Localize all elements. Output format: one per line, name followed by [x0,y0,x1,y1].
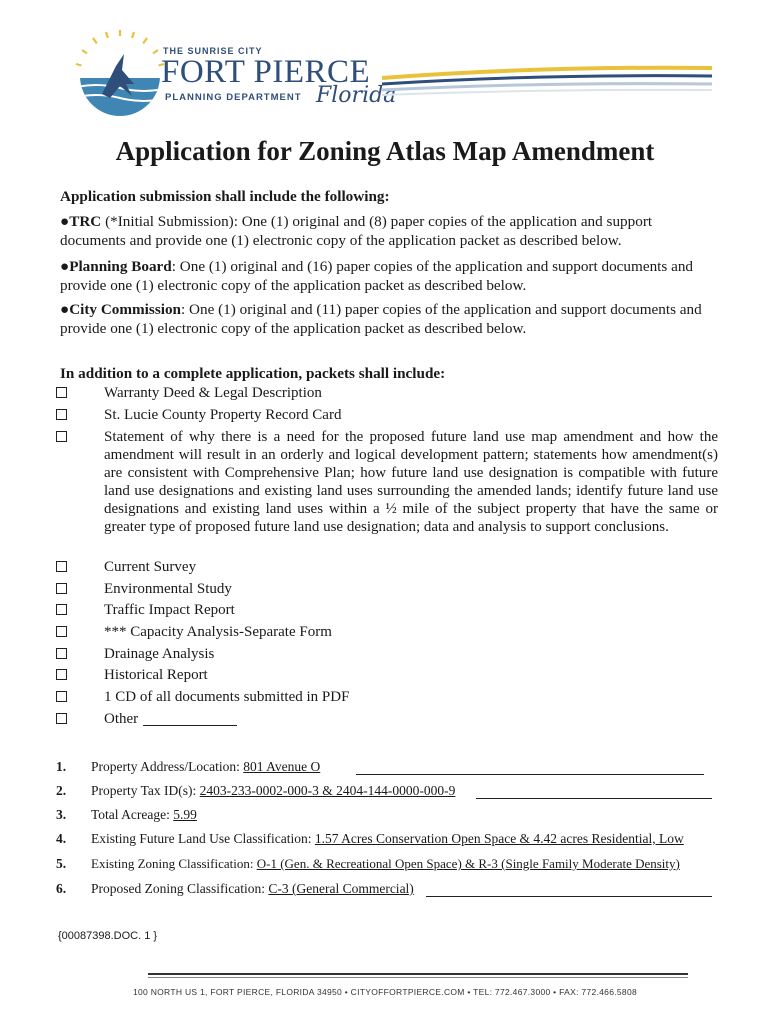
page-title: Application for Zoning Atlas Map Amendment [115,136,655,166]
field-label: Existing Zoning Classification: O-1 (Gen. & Recreational Open Space) & R-3 (Single Family Moderate Density) [91,856,680,871]
submission-text: : One (1) original and (16) paper copies of the application and support documents and provide one (1) electronic copy of the application packet as described below. [60,258,694,294]
field-value[interactable]: 801 Avenue O [243,759,321,774]
submission-planning-board [60,257,720,295]
footer-divider-thin [148,977,688,978]
checkbox[interactable] [56,691,67,702]
checklist-label: Current Survey [104,559,197,575]
checklist-label: St. Lucie County Property Record Card [104,407,342,423]
header-stripes [382,64,712,104]
bullet: ● [60,301,70,318]
submission-label: City Commission [69,301,181,318]
footer-contact: 100 NORTH US 1, FORT PIERCE, FLORIDA 34950 • CITYOFFORTPIERCE.COM • TEL: 772.467.3000 • FAX: 772.466.5808 [132,987,638,997]
footer-divider [148,973,688,975]
field-value[interactable]: C-3 (General Commercial) [268,881,414,896]
department-name: PLANNING DEPARTMENT [165,92,302,103]
checkbox[interactable] [56,583,67,594]
checkbox[interactable] [56,561,67,572]
field-number: 5. [56,856,67,871]
field-underline [476,798,712,799]
field-number: 4. [56,831,67,846]
field-label: Property Tax ID(s): 2403-233-0002-000-3 & 2404-144-0000-000-9 [91,783,456,798]
bullet: ● [60,213,70,230]
checklist-label: *** Capacity Analysis-Separate Form [104,624,332,640]
checkbox[interactable] [56,648,67,659]
document-reference: {00087398.DOC. 1 } [58,930,158,942]
field-number: 2. [56,783,67,798]
checklist-label: Historical Report [104,667,208,683]
checklist-label: Warranty Deed & Legal Description [104,385,322,401]
field-label: Total Acreage: 5.99 [91,807,197,822]
submission-text: (*Initial Submission): One (1) original and (8) paper copies of the application and support documents and provide one (1) electronic copy of the application packet as described below. [60,213,653,249]
checkbox[interactable] [56,669,67,680]
bullet: ● [60,258,70,275]
submission-label: Planning Board [69,258,172,275]
checkbox[interactable] [56,409,67,420]
checkbox[interactable] [56,713,67,724]
field-number: 6. [56,881,67,896]
checklist-label: Traffic Impact Report [104,602,235,618]
florida-script: Florida [316,83,397,108]
field-label: Property Address/Location: 801 Avenue O [91,759,321,774]
fort-pierce-logo [72,26,168,122]
checkbox[interactable] [56,387,67,398]
submission-city-commission [60,300,720,338]
field-number: 3. [56,807,67,822]
field-value[interactable]: O-1 (Gen. & Recreational Open Space) & R-3 (Single Family Moderate Density) [256,856,680,871]
checkbox[interactable] [56,431,67,442]
submission-trc [60,212,720,250]
checklist-label: 1 CD of all documents submitted in PDF [104,689,350,705]
field-number: 1. [56,759,67,774]
field-underline [426,896,712,897]
checklist-label: Drainage Analysis [104,646,215,662]
submission-label: TRC [69,213,102,230]
field-underline [356,774,704,775]
packets-heading: In addition to a complete application, packets shall include: [60,365,446,382]
checklist-label: Environmental Study [104,581,232,597]
field-label: Proposed Zoning Classification: C-3 (General Commercial) [91,881,414,896]
city-name: FORT PIERCE [161,54,371,90]
checkbox[interactable] [56,626,67,637]
city-tagline: THE SUNRISE CITY [163,46,263,56]
submission-text: : One (1) original and (11) paper copies of the application and support documents and provide one (1) electronic copy of the application packet as described below. [60,301,702,337]
field-label: Existing Future Land Use Classification: 1.57 Acres Conservation Open Space & 4.42 acres Residential, Low [91,831,684,846]
checklist-label: Other [104,711,139,727]
other-input-line[interactable] [143,725,237,726]
intro-heading: Application submission shall include the following: [60,188,390,205]
field-value[interactable]: 2403-233-0002-000-3 & 2404-144-0000-000-9 [199,783,456,798]
checkbox[interactable] [56,604,67,615]
field-value[interactable]: 5.99 [173,807,197,822]
field-value[interactable]: 1.57 Acres Conservation Open Space & 4.42 acres Residential, Low [314,831,684,846]
checklist-label: Statement of why there is a need for the proposed future land use map amendment and how the amendment will result in an orderly and logical development pattern; statements how amendment(s) are consistent with Comprehensive Plan; how future land use designation is compatible with future land use designations and existing land uses surrounding the amended lands; identify future land use designations and existing land uses within a ½ mile of the subject property that have the same or greater type of proposed future land use designation; data and analysis to support conclusions. [104,429,718,535]
